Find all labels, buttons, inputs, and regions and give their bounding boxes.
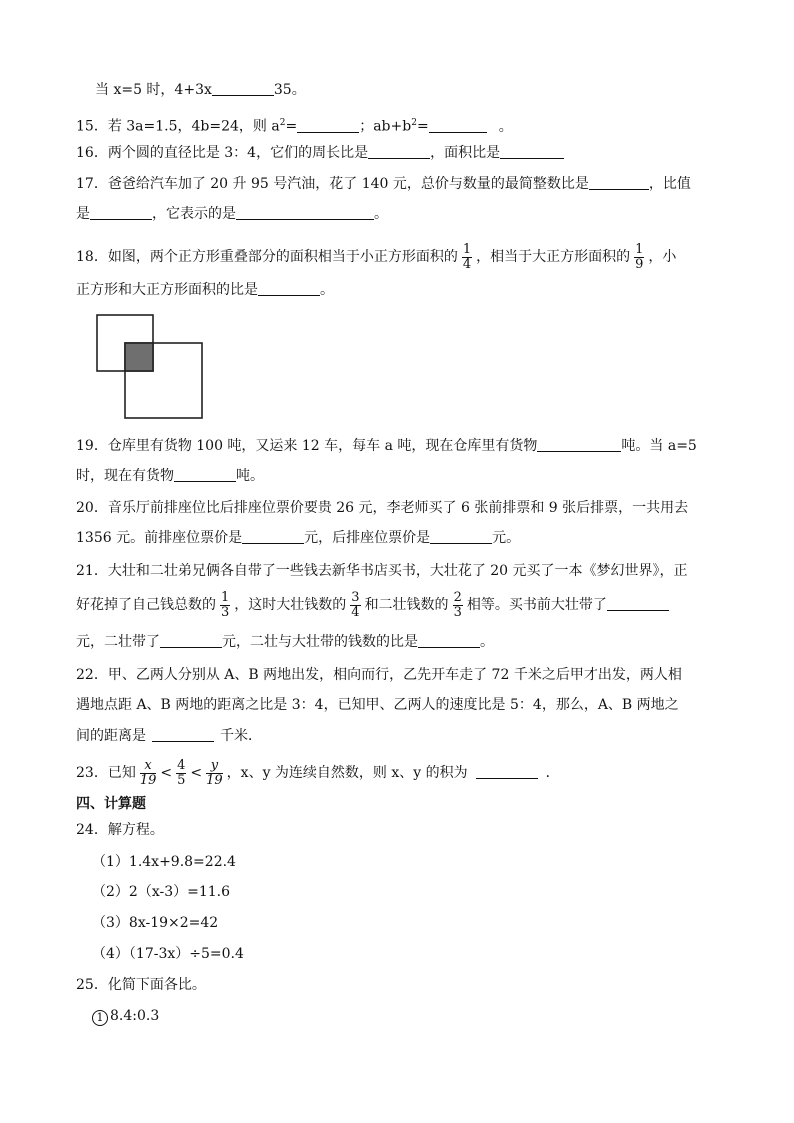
equation-2: （2）2（x-3）=11.6 [92,884,231,900]
denominator: 9 [635,256,644,272]
answer-blank[interactable] [242,529,304,544]
text: 。 [498,118,513,135]
answer-blank[interactable] [297,118,359,133]
answer-blank[interactable] [476,764,538,779]
text: 是 [76,206,90,222]
text: 1356 元。前排座位票价是 [76,530,243,546]
answer-blank[interactable] [368,144,430,159]
text: 8.4:0.3 [110,1008,160,1024]
text: ，相当于大正方形面积的 [476,249,631,265]
question-22-line2 [76,695,679,715]
question-15 [76,113,513,137]
text: 相等。买书前大壮带了 [466,597,607,613]
text: 16．两个圆的直径比是 3：4，它们的周长比是 [76,145,369,161]
question-22-line3 [76,726,262,746]
text: ，面积比是 [430,145,501,161]
question-17-line1 [76,174,691,194]
text: 好花掉了自己钱总数的 [76,597,216,613]
less-than: < [190,765,203,781]
denominator: 19 [206,772,223,788]
numerator: 3 [351,589,360,605]
text: 元。 [492,530,521,546]
question-21-line2 [76,588,669,622]
text: 吨。 [236,468,264,484]
answer-blank[interactable] [607,596,669,611]
fraction [176,759,186,788]
text: 35。 [273,82,306,98]
text: ，x、y 为连续自然数，则 x、y 的积为 [226,765,468,781]
equation-3: （3）8x-19×2=42 [92,915,219,931]
equation-1: （1）1.4x+9.8=22.4 [92,854,236,870]
text: 19．仓库里有货物 100 吨，又运来 12 车，每车 a 吨，现在仓库里有货物 [76,438,538,454]
fraction [350,591,360,620]
text: 。 [320,282,334,298]
question-24: 24．解方程。 [76,822,164,838]
fraction [453,591,463,620]
ratio-item-1 [92,1006,159,1026]
question-19-line2 [76,466,264,486]
text: 元，二壮带了 [76,634,160,650]
numerator: y [206,759,223,774]
question-23 [76,755,560,791]
overlapping-squares-figure [95,313,207,421]
question-21-line1 [76,561,688,581]
question-21-line3 [76,632,494,652]
question-18-line1 [76,241,676,273]
answer-blank[interactable] [174,467,236,482]
text: 元，后排座位票价是 [304,530,431,546]
question-20-line2 [76,528,520,548]
text: 15．若 3a=1.5，4b=24，则 a [76,118,280,135]
question-16 [76,143,564,163]
denominator: 4 [462,256,472,272]
text: 间的距离是 [76,728,146,744]
numerator: 1 [221,589,230,605]
answer-blank[interactable] [160,633,222,648]
denominator: 19 [139,772,157,788]
answer-blank[interactable] [537,437,621,452]
circled-number: 1 [92,1010,108,1026]
text: = [285,118,298,135]
superscript: 2 [411,118,417,128]
answer-blank[interactable] [212,81,274,96]
text: 当 x=5 时，4+3x [95,82,212,98]
text: 。 [480,634,494,650]
text: 吨。当 a=5 [621,438,697,454]
text: 遇地点距 A、B 两地的距离之比是 3：4，已知甲、乙两人的速度比是 5：4，那么，A、B 两地之 [76,697,679,713]
text: = [416,118,429,135]
overlap-region [125,343,153,371]
question-20-line1 [76,498,688,518]
section-heading-calculation: 四、计算题 [76,796,146,812]
less-than: < [160,765,173,781]
line-x5 [95,80,306,100]
answer-blank[interactable] [430,529,492,544]
answer-blank[interactable] [152,727,214,742]
text: 17．爸爸给汽车加了 20 升 95 号汽油，花了 140 元，总价与数量的最简整数比是 [76,176,589,192]
answer-blank[interactable] [236,205,374,220]
numerator: 1 [635,241,644,257]
fraction [634,243,644,272]
text: 千米． [220,728,262,744]
text: ． [545,765,560,781]
question-19-line1 [76,436,697,456]
text: ，这时大壮钱数的 [234,597,347,613]
text: ，它表示的是 [152,206,236,222]
text: 时，现在有货物 [76,468,174,484]
text: ，比值 [648,176,691,192]
answer-blank[interactable] [418,633,480,648]
fraction [462,243,472,272]
numerator: 2 [453,589,462,605]
text: 。 [374,206,388,222]
text: 元，二壮与大壮带的钱数的比是 [222,634,418,650]
text: 18．如图，两个正方形重叠部分的面积相当于小正方形面积的 [76,249,458,265]
answer-blank[interactable] [589,175,649,190]
fraction [220,591,230,620]
equation-4: （4）（17-3x）÷5=0.4 [92,946,244,962]
answer-blank[interactable] [500,144,564,159]
numerator: 1 [462,241,472,257]
text: ；ab+b [359,118,412,135]
answer-blank[interactable] [258,281,320,296]
denominator: 3 [453,604,462,620]
superscript: 2 [279,118,286,128]
question-17-line2 [76,204,388,224]
denominator: 4 [351,604,360,620]
text: 20．音乐厅前排座位比后排座位票价要贵 26 元，李老师买了 6 张前排票和 9 张后排票，一共用去 [76,500,689,516]
text: 22．甲、乙两人分别从 A、B 两地出发，相向而行，乙先开车走了 72 千米之后甲才出发，两人相 [76,667,682,683]
text: 正方形和大正方形面积的比是 [76,282,258,298]
denominator: 5 [177,772,186,788]
question-22-line1 [76,665,682,685]
text: 21．大壮和二壮弟兄俩各自带了一些钱去新华书店买书，大壮花了 20 元买了一本《梦幻世界》，正 [76,563,688,579]
fraction [140,759,157,788]
question-18-line2 [76,280,334,300]
text: 和二壮钱数的 [364,597,449,613]
answer-blank[interactable] [429,118,487,133]
answer-blank[interactable] [90,205,152,220]
numerator: 4 [177,757,186,773]
question-25: 25．化简下面各比。 [76,977,206,993]
text: 23．已知 [76,765,136,781]
text: ，小 [648,249,677,265]
numerator: x [140,759,157,774]
denominator: 3 [221,604,230,620]
fraction [206,759,223,788]
